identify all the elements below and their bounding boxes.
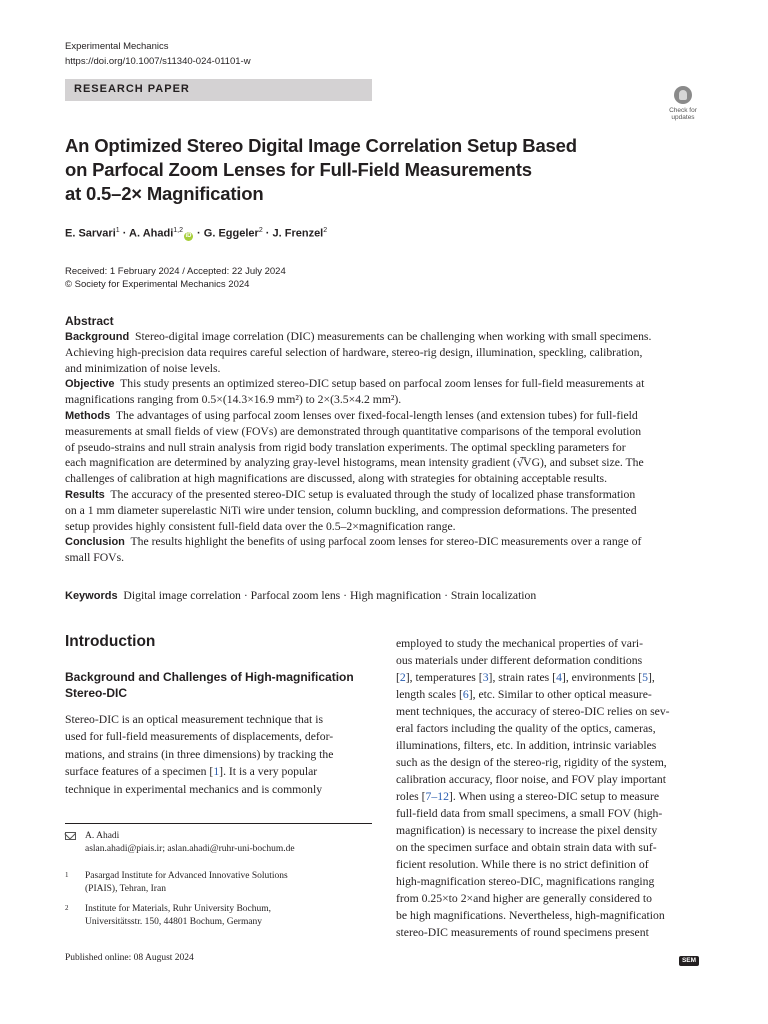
abstract-label: Results: [65, 489, 105, 501]
author-name[interactable]: A. Ahadi: [129, 227, 174, 240]
abstract-text: Achieving high-precision data requires careful selection of hardware, stereo-rig design, illumination, speckling, calibration,: [65, 345, 643, 359]
body-line: such as the design of the stereo-rig, rigidity of the system,: [396, 756, 667, 769]
footnote-number: 1: [65, 871, 69, 879]
author-affil: 1: [115, 227, 120, 234]
bookmark-icon: [674, 86, 692, 104]
keywords-text: Digital image correlation · Parfocal zoom lens · High magnification · Strain localization: [123, 589, 537, 602]
body-line: technique in experimental mechanics and is commonly: [65, 782, 323, 796]
abstract-text: Stereo-digital image correlation (DIC) measurements can be challenging when working with small specimens.: [135, 330, 652, 343]
author-sep: ·: [262, 227, 273, 240]
abstract-line: [65, 456, 702, 469]
abstract-text: setup provides highly consistent full-field data over the 0.5–2×magnification range.: [65, 519, 456, 533]
body-line: be high magnifications. Nevertheless, high-magnification: [396, 909, 665, 922]
abstract-text: of pseudo-strains and null strain analysis from rigid body translation experiments. The optimal speckling parameters for: [65, 440, 626, 454]
check-updates-text-2: updates: [671, 114, 695, 121]
abstract-label: Objective: [65, 378, 115, 391]
abstract-line: [65, 346, 702, 359]
citation-link[interactable]: 3: [482, 671, 489, 684]
abstract-text: each magnification are determined by analyzing gray-level histograms, mean intensity gradient (√̅VG), and subset size. The: [65, 456, 644, 470]
body-line: high-magnification stereo-DIC, magnifications ranging: [396, 875, 655, 888]
subsection-heading-line-1: Background and Challenges of High-magnification: [65, 670, 354, 684]
abstract-line: [65, 409, 702, 422]
body-line: mations, and strains (in three dimensions) by tracking the: [65, 747, 334, 761]
abstract-line: [65, 425, 702, 438]
citation-link[interactable]: 6: [462, 688, 469, 701]
abstract-line: [65, 377, 702, 390]
envelope-icon: [65, 832, 76, 840]
abstract-text: on a 1 mm diameter superelastic NiTi wire under tension, column buckling, and compression deformations. The presented: [65, 503, 637, 517]
abstract-line: [65, 535, 702, 548]
corresponding-author: A. Ahadi: [85, 831, 120, 841]
section-label: RESEARCH PAPER: [74, 83, 190, 95]
body-line: length scales [6], etc. Similar to other optical measure-: [396, 688, 652, 701]
author-sep: ·: [194, 227, 204, 240]
subsection-heading-line-2: Stereo-DIC: [65, 686, 128, 700]
affiliation-1-line-2: (PIAIS), Tehran, Iran: [85, 884, 166, 894]
body-line: used for full-field measurements of displacements, defor-: [65, 730, 334, 744]
abstract-text: and minimization of noise levels.: [65, 361, 221, 375]
journal-name: Experimental Mechanics: [65, 41, 169, 52]
title-line-3: at 0.5–2× Magnification: [65, 183, 264, 204]
body-line: surface features of a specimen [1]. It is a very popular: [65, 765, 318, 779]
abstract-text: measurements at small fields of view (FOVs) are demonstrated through quantitative comparisons of the temporal evolution: [65, 424, 642, 438]
title-line-2: on Parfocal Zoom Lenses for Full-Field Measurements: [65, 159, 532, 180]
published-online: Published online: 08 August 2024: [65, 953, 194, 963]
check-for-updates-badge[interactable]: [662, 84, 704, 124]
abstract-text: The accuracy of the presented stereo-DIC setup is evaluated through the study of localized phase transformation: [110, 488, 636, 501]
abstract-text: The results highlight the benefits of using parfocal zoom lenses for stereo-DIC measurements over a range of: [130, 535, 642, 549]
sem-logo: SEM: [679, 956, 699, 966]
affiliation-2-line-1: Institute for Materials, Ruhr University Bochum,: [85, 904, 272, 914]
abstract-line: [65, 441, 702, 454]
abstract-line: [65, 520, 702, 533]
body-line: ous materials under different deformation conditions: [396, 654, 643, 667]
keywords-line: [65, 589, 536, 602]
body-line: full-field data from small specimens, a small FOV (high-: [396, 807, 663, 820]
author-name[interactable]: J. Frenzel: [272, 227, 324, 240]
corresponding-email[interactable]: aslan.ahadi@piais.ir; aslan.ahadi@ruhr-uni-bochum.de: [85, 844, 295, 854]
body-line: Stereo-DIC is an optical measurement technique that is: [65, 713, 324, 726]
author-sep: ·: [119, 227, 130, 240]
body-line: on the specimen surface and obtain strain data with suf-: [396, 841, 657, 854]
citation-link[interactable]: 7–12: [425, 790, 449, 803]
body-line: ficient resolution. While there is no strict definition of: [396, 858, 649, 871]
footnote-rule: [65, 823, 372, 824]
author-affil: 2: [323, 227, 328, 234]
body-line: stereo-DIC measurements of round specimens present: [396, 926, 649, 939]
keywords-label: Keywords: [65, 590, 118, 602]
author-list: [65, 227, 327, 241]
body-line: from 0.25×to 2×and higher are generally considered to: [396, 892, 652, 905]
abstract-heading: Abstract: [65, 314, 114, 328]
copyright-line: © Society for Experimental Mechanics 2024: [65, 279, 250, 290]
body-line: roles [7–12]. When using a stereo-DIC setup to measure: [396, 790, 660, 803]
abstract-line: [65, 472, 702, 485]
footnote-number: 2: [65, 904, 69, 912]
abstract-text: This study presents an optimized stereo-DIC setup based on parfocal zoom lenses for full-field measurements at: [120, 377, 645, 391]
check-updates-text-1: Check for: [669, 107, 697, 114]
author-affil: 1,2: [173, 227, 183, 234]
abstract-line: [65, 362, 702, 375]
affiliation-1-line-1: Pasargad Institute for Advanced Innovative Solutions: [85, 871, 288, 881]
abstract-line: [65, 551, 702, 564]
affiliation-2-line-2: Universitätsstr. 150, 44801 Bochum, Germany: [85, 917, 263, 927]
abstract-label: Methods: [65, 410, 111, 422]
author-affil: 2: [258, 227, 263, 234]
section-heading-introduction: Introduction: [65, 633, 156, 650]
abstract-line: [65, 330, 702, 343]
abstract-text: challenges of calibration at high magnifications are discussed, along with strategies for obtaining acceptable results.: [65, 472, 607, 486]
abstract-line: [65, 393, 702, 406]
author-name[interactable]: E. Sarvari: [65, 227, 116, 240]
section-banner: [65, 79, 372, 101]
author-name[interactable]: G. Eggeler: [203, 227, 259, 240]
received-dates: Received: 1 February 2024 / Accepted: 22 July 2024: [65, 266, 286, 277]
abstract-label: Background: [65, 331, 130, 343]
body-line: ment techniques, the accuracy of stereo-DIC relies on sev-: [396, 705, 670, 718]
body-line: illuminations, filters, etc. In addition, intrinsic variables: [396, 739, 657, 752]
body-line: eral factors including the quality of the optics, cameras,: [396, 722, 656, 735]
orcid-icon[interactable]: iD: [185, 232, 192, 239]
citation-link[interactable]: 5: [642, 671, 648, 684]
citation-link[interactable]: 1: [213, 765, 220, 779]
doi-link[interactable]: https://doi.org/10.1007/s11340-024-01101-w: [65, 56, 251, 67]
abstract-text: magnifications ranging from 0.5×(14.3×16.9 mm²) to 2×(3.5×4.2 mm²).: [65, 393, 402, 407]
title-line-1: An Optimized Stereo Digital Image Correlation Setup Based: [65, 135, 577, 156]
abstract-text: small FOVs.: [65, 551, 125, 565]
body-line: [2], temperatures [3], strain rates [4], environments [5],: [396, 671, 655, 684]
citation-link[interactable]: 4: [556, 671, 562, 684]
body-line: employed to study the mechanical properties of vari-: [396, 637, 643, 650]
abstract-label: Conclusion: [65, 536, 125, 549]
body-line: magnification) is necessary to increase the pixel density: [396, 824, 658, 837]
abstract-line: [65, 504, 702, 517]
body-line: calibration accuracy, floor noise, and FOV play important: [396, 773, 667, 786]
abstract-line: [65, 488, 702, 501]
citation-link[interactable]: 2: [399, 671, 406, 684]
abstract-text: The advantages of using parfocal zoom lenses over fixed-focal-length lenses (and extension tubes) for full-field: [115, 409, 638, 422]
